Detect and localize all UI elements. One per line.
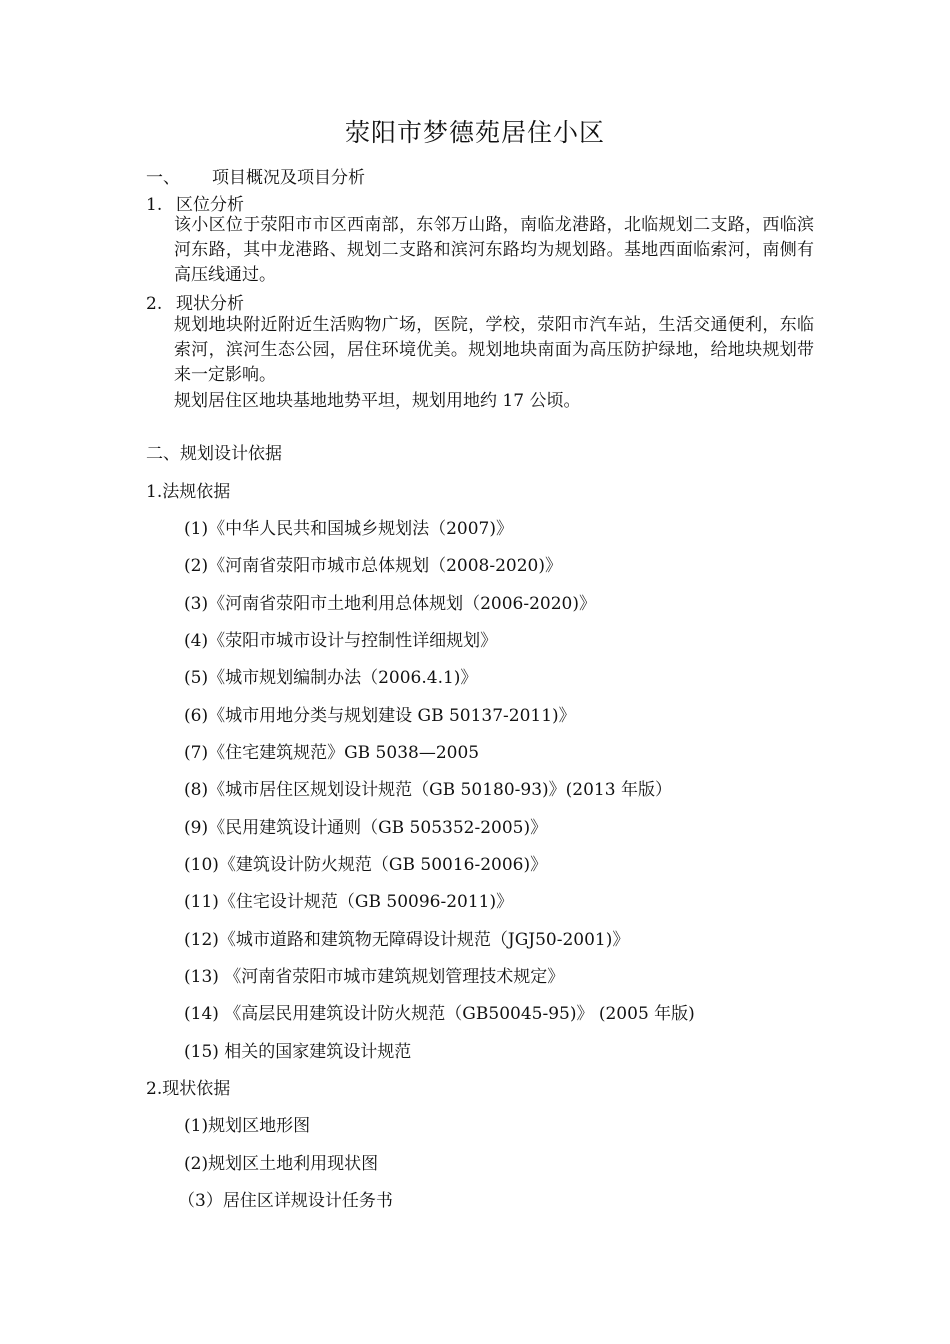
reference-item: (1)《中华人民共和国城乡规划法（2007)》 xyxy=(184,519,513,539)
reference-item: (6)《城市用地分类与规划建设 GB 50137-2011)》 xyxy=(184,706,576,726)
section-1-heading xyxy=(146,163,365,188)
section-1-title: 项目概况及项目分析 xyxy=(212,168,365,188)
reference-item: (12)《城市道路和建筑物无障碍设计规范（JGJ50-2001)》 xyxy=(184,930,630,950)
subsection-2-heading: 2.现状依据 xyxy=(146,1079,231,1099)
reference-item: (3)《河南省荥阳市土地利用总体规划（2006-2020)》 xyxy=(184,594,596,614)
reference-item: (5)《城市规划编制办法（2006.4.1)》 xyxy=(184,668,478,688)
reference-item: (2)《河南省荥阳市城市总体规划（2008-2020)》 xyxy=(184,556,562,576)
reference-item: (9)《民用建筑设计通则（GB 505352-2005)》 xyxy=(184,818,548,838)
reference-item: (13) 《河南省荥阳市城市建筑规划管理技术规定》 xyxy=(184,967,565,987)
reference-item: (8)《城市居住区规划设计规范（GB 50180-93)》(2013 年版） xyxy=(184,780,672,800)
reference-item: (10)《建筑设计防火规范（GB 50016-2006)》 xyxy=(184,855,548,875)
item-2-title: 现状分析 xyxy=(176,294,244,314)
status-basis-item: (1)规划区地形图 xyxy=(184,1116,311,1136)
item-2-number: 2. xyxy=(146,294,163,314)
document-title: 荥阳市梦德苑居住小区 xyxy=(344,118,605,147)
status-basis-item: （3）居住区详规设计任务书 xyxy=(178,1191,393,1211)
item-1-paragraph: 该小区位于荥阳市市区西南部，东邻万山路，南临龙港路，北临规划二支路，西临滨河东路，其中龙港路、规划二支路和滨河东路均为规划路。基地西面临索河，南侧有高压线通过。 xyxy=(174,215,814,285)
reference-item: (15) 相关的国家建筑设计规范 xyxy=(184,1042,412,1062)
item-1-title: 区位分析 xyxy=(176,195,244,215)
status-basis-item: (2)规划区土地利用现状图 xyxy=(184,1154,379,1174)
item-2-heading xyxy=(146,289,244,314)
section-2-heading: 二、规划设计依据 xyxy=(146,444,282,464)
item-1-number: 1. xyxy=(146,195,163,215)
subsection-1-heading: 1.法规依据 xyxy=(146,482,231,502)
section-1-number: 一、 xyxy=(146,168,180,188)
item-1-heading xyxy=(146,190,244,215)
reference-item: (11)《住宅设计规范（GB 50096-2011)》 xyxy=(184,892,514,912)
reference-item: (14) 《高层民用建筑设计防火规范（GB50045-95)》 (2005 年版) xyxy=(184,1004,695,1024)
item-2-paragraph-1: 规划地块附近附近生活购物广场，医院，学校，荥阳市汽车站，生活交通便利，东临索河，滨河生态公园，居住环境优美。规划地块南面为高压防护绿地，给地块规划带来一定影响。 xyxy=(174,315,814,385)
item-2-paragraph-2: 规划居住区地块基地地势平坦，规划用地约 17 公顷。 xyxy=(174,391,581,411)
reference-item: (7)《住宅建筑规范》GB 5038—2005 xyxy=(184,743,480,763)
reference-item: (4)《荥阳市城市设计与控制性详细规划》 xyxy=(184,631,498,651)
